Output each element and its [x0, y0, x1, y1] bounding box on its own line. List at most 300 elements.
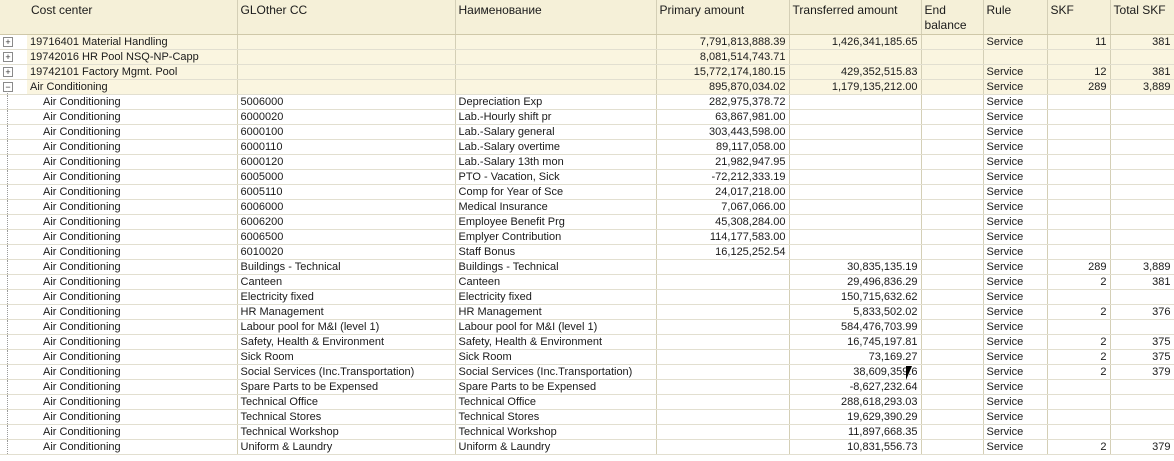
cost-center-cell: 19742016 HR Pool NSQ-NP-Capp: [27, 50, 237, 65]
table-row[interactable]: [0, 410, 1174, 425]
total-skf-cell: 376: [1110, 305, 1174, 320]
tree-indent-cell: [0, 395, 27, 410]
skf-cell: [1047, 425, 1110, 440]
tree-line: [7, 155, 8, 169]
table-row[interactable]: [0, 335, 1174, 350]
rule-cell: Service: [983, 215, 1047, 230]
tree-line: [7, 350, 8, 364]
tree-line: [7, 275, 8, 289]
gl-other-cc-cell: 6000110: [237, 140, 455, 155]
tree-line: [7, 215, 8, 229]
gl-other-cc-cell: [237, 80, 455, 95]
column-header-rule[interactable]: Rule: [983, 0, 1047, 35]
primary-amount-cell: [656, 395, 789, 410]
table-row[interactable]: [0, 305, 1174, 320]
table-row[interactable]: [0, 230, 1174, 245]
tree-indent-cell: [0, 185, 27, 200]
end-balance-cell: [921, 95, 983, 110]
tree-line: [7, 110, 8, 124]
end-balance-cell: [921, 305, 983, 320]
end-balance-cell: [921, 215, 983, 230]
name-cell: [455, 50, 656, 65]
transferred-amount-cell: 288,618,293.03: [789, 395, 921, 410]
total-skf-cell: [1110, 245, 1174, 260]
skf-cell: [1047, 95, 1110, 110]
skf-cell: [1047, 125, 1110, 140]
transferred-amount-cell: [789, 245, 921, 260]
transferred-amount-cell: [789, 110, 921, 125]
cost-center-cell: Air Conditioning: [27, 320, 237, 335]
expander-cell[interactable]: [0, 50, 27, 65]
table-row[interactable]: [0, 395, 1174, 410]
tree-line: [7, 260, 8, 274]
total-skf-cell: [1110, 170, 1174, 185]
rule-cell: Service: [983, 245, 1047, 260]
column-header-gl-other-cc[interactable]: GLOther CC: [237, 0, 455, 35]
rule-cell: Service: [983, 110, 1047, 125]
primary-amount-cell: [656, 335, 789, 350]
rule-cell: Service: [983, 425, 1047, 440]
gl-other-cc-cell: 6006200: [237, 215, 455, 230]
cost-center-cell: Air Conditioning: [27, 365, 237, 380]
expander-cell[interactable]: [0, 35, 27, 50]
tree-indent-cell: [0, 365, 27, 380]
skf-cell: 2: [1047, 440, 1110, 455]
gl-other-cc-cell: Uniform & Laundry: [237, 440, 455, 455]
gl-other-cc-cell: 6006000: [237, 200, 455, 215]
rule-cell: Service: [983, 335, 1047, 350]
total-skf-cell: [1110, 230, 1174, 245]
total-skf-cell: [1110, 380, 1174, 395]
tree-line: [7, 365, 8, 379]
tree-line: [7, 380, 8, 394]
table-row[interactable]: [0, 185, 1174, 200]
gl-other-cc-cell: [237, 35, 455, 50]
tree-line: [7, 335, 8, 349]
end-balance-cell: [921, 395, 983, 410]
transferred-amount-cell: [789, 185, 921, 200]
total-skf-cell: [1110, 215, 1174, 230]
gl-other-cc-cell: Safety, Health & Environment: [237, 335, 455, 350]
tree-indent-cell: [0, 305, 27, 320]
skf-cell: 2: [1047, 350, 1110, 365]
group-row[interactable]: [0, 65, 1174, 80]
name-cell: Emplyer Contribution: [455, 230, 656, 245]
gl-other-cc-cell: Technical Stores: [237, 410, 455, 425]
rule-cell: Service: [983, 35, 1047, 50]
rule-cell: [983, 50, 1047, 65]
primary-amount-cell: [656, 305, 789, 320]
cost-center-cell: Air Conditioning: [27, 170, 237, 185]
table-row[interactable]: [0, 170, 1174, 185]
transferred-amount-cell: [789, 140, 921, 155]
column-header-cost-center[interactable]: [0, 0, 237, 35]
transferred-amount-cell: 29,496,836.29: [789, 275, 921, 290]
table-row[interactable]: [0, 275, 1174, 290]
rule-cell: Service: [983, 320, 1047, 335]
table-row[interactable]: [0, 155, 1174, 170]
table-row[interactable]: [0, 365, 1174, 380]
name-cell: Technical Office: [455, 395, 656, 410]
end-balance-cell: [921, 35, 983, 50]
cost-center-cell: Air Conditioning: [27, 110, 237, 125]
primary-amount-cell: [656, 320, 789, 335]
end-balance-cell: [921, 440, 983, 455]
gl-other-cc-cell: 6010020: [237, 245, 455, 260]
transferred-amount-cell: 16,745,197.81: [789, 335, 921, 350]
transferred-amount-cell: 30,835,135.19: [789, 260, 921, 275]
tree-indent-cell: [0, 200, 27, 215]
table-row[interactable]: [0, 320, 1174, 335]
primary-amount-cell: 16,125,252.54: [656, 245, 789, 260]
primary-amount-cell: [656, 275, 789, 290]
skf-cell: [1047, 380, 1110, 395]
cost-center-cell: Air Conditioning: [27, 200, 237, 215]
tree-indent-cell: [0, 260, 27, 275]
primary-amount-cell: 63,867,981.00: [656, 110, 789, 125]
table-row[interactable]: [0, 215, 1174, 230]
transferred-amount-cell: [789, 155, 921, 170]
cost-center-cell: Air Conditioning: [27, 410, 237, 425]
gl-other-cc-cell: 6000120: [237, 155, 455, 170]
tree-line: [7, 170, 8, 184]
cost-center-cell: Air Conditioning: [27, 395, 237, 410]
cost-center-cell: Air Conditioning: [27, 380, 237, 395]
total-skf-cell: [1110, 140, 1174, 155]
gl-other-cc-cell: Electricity fixed: [237, 290, 455, 305]
table-row[interactable]: [0, 95, 1174, 110]
column-header-name[interactable]: Наименование: [455, 0, 656, 35]
name-cell: HR Management: [455, 305, 656, 320]
skf-cell: [1047, 50, 1110, 65]
tree-line: [7, 245, 8, 259]
tree-indent-cell: [0, 245, 27, 260]
name-cell: Canteen: [455, 275, 656, 290]
tree-line: [7, 290, 8, 304]
table-row[interactable]: [0, 110, 1174, 125]
tree-line: [7, 230, 8, 244]
tree-indent-cell: [0, 155, 27, 170]
gl-other-cc-cell: Technical Office: [237, 395, 455, 410]
name-cell: Social Services (Inc.Transportation): [455, 365, 656, 380]
transferred-amount-cell: 10,831,556.73: [789, 440, 921, 455]
skf-cell: [1047, 395, 1110, 410]
name-cell: [455, 65, 656, 80]
rule-cell: Service: [983, 230, 1047, 245]
skf-cell: 2: [1047, 335, 1110, 350]
transferred-amount-cell: 429,352,515.83: [789, 65, 921, 80]
primary-amount-cell: 15,772,174,180.15: [656, 65, 789, 80]
table-row[interactable]: [0, 125, 1174, 140]
skf-cell: [1047, 290, 1110, 305]
transferred-amount-cell: 1,179,135,212.00: [789, 80, 921, 95]
rule-cell: Service: [983, 80, 1047, 95]
cost-center-cell: Air Conditioning: [27, 185, 237, 200]
name-cell: Comp for Year of Sce: [455, 185, 656, 200]
gl-other-cc-cell: 6005000: [237, 170, 455, 185]
end-balance-cell: [921, 365, 983, 380]
skf-cell: [1047, 170, 1110, 185]
primary-amount-cell: 45,308,284.00: [656, 215, 789, 230]
primary-amount-cell: [656, 365, 789, 380]
primary-amount-cell: 303,443,598.00: [656, 125, 789, 140]
transferred-amount-cell: 38,609,359.6: [789, 365, 921, 380]
primary-amount-cell: 114,177,583.00: [656, 230, 789, 245]
transferred-amount-cell: [789, 125, 921, 140]
name-cell: Staff Bonus: [455, 245, 656, 260]
tree-indent-cell: [0, 140, 27, 155]
table-row[interactable]: [0, 260, 1174, 275]
end-balance-cell: [921, 140, 983, 155]
cost-center-cell: Air Conditioning: [27, 440, 237, 455]
end-balance-cell: [921, 335, 983, 350]
table-row[interactable]: [0, 440, 1174, 455]
expand-icon[interactable]: +: [3, 67, 13, 77]
tree-indent-cell: [0, 320, 27, 335]
end-balance-cell: [921, 155, 983, 170]
primary-amount-cell: [656, 440, 789, 455]
expand-icon[interactable]: +: [3, 52, 13, 62]
cost-center-cell: Air Conditioning: [27, 155, 237, 170]
column-header-end-balance[interactable]: End balance: [921, 0, 983, 35]
total-skf-cell: 381: [1110, 35, 1174, 50]
table-row[interactable]: [0, 380, 1174, 395]
gl-other-cc-cell: Canteen: [237, 275, 455, 290]
name-cell: Sick Room: [455, 350, 656, 365]
name-cell: Lab.-Salary 13th mon: [455, 155, 656, 170]
rule-cell: Service: [983, 350, 1047, 365]
tree-line: [7, 125, 8, 139]
cost-center-cell: Air Conditioning: [27, 230, 237, 245]
transferred-amount-cell: 11,897,668.35: [789, 425, 921, 440]
group-row[interactable]: [0, 35, 1174, 50]
skf-cell: 2: [1047, 275, 1110, 290]
primary-amount-cell: 282,975,378.72: [656, 95, 789, 110]
tree-indent-cell: [0, 215, 27, 230]
cost-center-cell: Air Conditioning: [27, 305, 237, 320]
table-row[interactable]: [0, 350, 1174, 365]
total-skf-cell: 379: [1110, 440, 1174, 455]
transferred-amount-cell: [789, 170, 921, 185]
total-skf-cell: [1110, 185, 1174, 200]
tree-indent-cell: [0, 410, 27, 425]
column-header-primary-amount[interactable]: Primary amount: [656, 0, 789, 35]
expander-cell[interactable]: [0, 65, 27, 80]
skf-cell: [1047, 155, 1110, 170]
tree-line: [7, 425, 8, 439]
name-cell: Lab.-Hourly shift pr: [455, 110, 656, 125]
rule-cell: Service: [983, 410, 1047, 425]
tree-line: [7, 440, 8, 454]
tree-indent-cell: [0, 290, 27, 305]
name-cell: Buildings - Technical: [455, 260, 656, 275]
group-row[interactable]: [0, 80, 1174, 95]
end-balance-cell: [921, 125, 983, 140]
table-row[interactable]: [0, 290, 1174, 305]
tree-indent-cell: [0, 125, 27, 140]
rule-cell: Service: [983, 170, 1047, 185]
total-skf-cell: 375: [1110, 335, 1174, 350]
end-balance-cell: [921, 200, 983, 215]
name-cell: Technical Workshop: [455, 425, 656, 440]
tree-indent-cell: [0, 230, 27, 245]
primary-amount-cell: [656, 380, 789, 395]
skf-cell: [1047, 215, 1110, 230]
skf-cell: 2: [1047, 305, 1110, 320]
tree-indent-cell: [0, 425, 27, 440]
name-cell: Technical Stores: [455, 410, 656, 425]
cost-center-cell: Air Conditioning: [27, 245, 237, 260]
rule-cell: Service: [983, 95, 1047, 110]
primary-amount-cell: 89,117,058.00: [656, 140, 789, 155]
tree-line: [7, 320, 8, 334]
total-skf-cell: [1110, 410, 1174, 425]
total-skf-cell: [1110, 50, 1174, 65]
primary-amount-cell: [656, 410, 789, 425]
end-balance-cell: [921, 245, 983, 260]
expand-icon[interactable]: +: [3, 37, 13, 47]
transferred-amount-cell: 73,169.27: [789, 350, 921, 365]
name-cell: [455, 35, 656, 50]
skf-cell: [1047, 245, 1110, 260]
column-label: Cost center: [31, 3, 93, 17]
rule-cell: Service: [983, 290, 1047, 305]
skf-cell: [1047, 410, 1110, 425]
table-row[interactable]: [0, 245, 1174, 260]
rule-cell: Service: [983, 440, 1047, 455]
table-header: [0, 0, 1174, 35]
name-cell: Lab.-Salary overtime: [455, 140, 656, 155]
transferred-amount-cell: 5,833,502.02: [789, 305, 921, 320]
skf-cell: [1047, 185, 1110, 200]
total-skf-cell: [1110, 425, 1174, 440]
total-skf-cell: [1110, 320, 1174, 335]
total-skf-cell: 379: [1110, 365, 1174, 380]
collapse-icon[interactable]: −: [3, 82, 13, 92]
skf-cell: [1047, 110, 1110, 125]
column-header-transferred-amount[interactable]: Transferred amount: [789, 0, 921, 35]
tree-indent-cell: [0, 380, 27, 395]
end-balance-cell: [921, 230, 983, 245]
rule-cell: Service: [983, 185, 1047, 200]
primary-amount-cell: 895,870,034.02: [656, 80, 789, 95]
end-balance-cell: [921, 275, 983, 290]
name-cell: Employee Benefit Prg: [455, 215, 656, 230]
rule-cell: Service: [983, 155, 1047, 170]
cost-center-cell: Air Conditioning: [27, 260, 237, 275]
name-cell: Electricity fixed: [455, 290, 656, 305]
transferred-amount-cell: -8,627,232.64: [789, 380, 921, 395]
gl-other-cc-cell: 5006000: [237, 95, 455, 110]
skf-cell: [1047, 200, 1110, 215]
primary-amount-cell: [656, 425, 789, 440]
name-cell: PTO - Vacation, Sick: [455, 170, 656, 185]
tree-indent-cell: [0, 335, 27, 350]
total-skf-cell: [1110, 155, 1174, 170]
table-row[interactable]: [0, 200, 1174, 215]
gl-other-cc-cell: 6000020: [237, 110, 455, 125]
cost-center-cell: Air Conditioning: [27, 275, 237, 290]
skf-cell: 12: [1047, 65, 1110, 80]
rule-cell: Service: [983, 125, 1047, 140]
end-balance-cell: [921, 350, 983, 365]
end-balance-cell: [921, 170, 983, 185]
gl-other-cc-cell: Labour pool for M&I (level 1): [237, 320, 455, 335]
rule-cell: Service: [983, 395, 1047, 410]
end-balance-cell: [921, 185, 983, 200]
cost-center-cell: Air Conditioning: [27, 125, 237, 140]
gl-other-cc-cell: Sick Room: [237, 350, 455, 365]
transferred-amount-cell: [789, 230, 921, 245]
primary-amount-cell: 8,081,514,743.71: [656, 50, 789, 65]
expander-cell[interactable]: [0, 80, 27, 95]
table-body: [0, 35, 1174, 455]
tree-indent-cell: [0, 275, 27, 290]
gl-other-cc-cell: Social Services (Inc.Transportation): [237, 365, 455, 380]
total-skf-cell: [1110, 395, 1174, 410]
total-skf-cell: [1110, 200, 1174, 215]
total-skf-cell: [1110, 95, 1174, 110]
total-skf-cell: 381: [1110, 275, 1174, 290]
transferred-amount-cell: [789, 200, 921, 215]
table-row[interactable]: [0, 140, 1174, 155]
end-balance-cell: [921, 110, 983, 125]
skf-cell: [1047, 230, 1110, 245]
rule-cell: Service: [983, 140, 1047, 155]
column-header-skf[interactable]: SKF: [1047, 0, 1110, 35]
tree-line: [7, 410, 8, 424]
end-balance-cell: [921, 380, 983, 395]
total-skf-cell: 3,889: [1110, 80, 1174, 95]
name-cell: Spare Parts to be Expensed: [455, 380, 656, 395]
total-skf-cell: [1110, 110, 1174, 125]
skf-cell: 289: [1047, 80, 1110, 95]
gl-other-cc-cell: [237, 65, 455, 80]
skf-cell: 289: [1047, 260, 1110, 275]
rule-cell: Service: [983, 65, 1047, 80]
rule-cell: Service: [983, 200, 1047, 215]
end-balance-cell: [921, 290, 983, 305]
end-balance-cell: [921, 320, 983, 335]
name-cell: Uniform & Laundry: [455, 440, 656, 455]
total-skf-cell: [1110, 290, 1174, 305]
rule-cell: Service: [983, 365, 1047, 380]
group-row[interactable]: [0, 50, 1174, 65]
total-skf-cell: [1110, 125, 1174, 140]
end-balance-cell: [921, 425, 983, 440]
cost-center-cell: 19742101 Factory Mgmt. Pool: [27, 65, 237, 80]
skf-cell: 11: [1047, 35, 1110, 50]
tree-indent-cell: [0, 170, 27, 185]
name-cell: [455, 80, 656, 95]
primary-amount-cell: [656, 290, 789, 305]
cost-center-cell: Air Conditioning: [27, 95, 237, 110]
name-cell: Safety, Health & Environment: [455, 335, 656, 350]
name-cell: Lab.-Salary general: [455, 125, 656, 140]
primary-amount-cell: -72,212,333.19: [656, 170, 789, 185]
end-balance-cell: [921, 410, 983, 425]
gl-other-cc-cell: [237, 50, 455, 65]
cost-center-cell: 19716401 Material Handling: [27, 35, 237, 50]
rule-cell: Service: [983, 260, 1047, 275]
tree-line: [7, 95, 8, 109]
tree-indent-cell: [0, 350, 27, 365]
column-header-total-skf[interactable]: Total SKF: [1110, 0, 1174, 35]
transferred-amount-cell: [789, 50, 921, 65]
table-row[interactable]: [0, 425, 1174, 440]
gl-other-cc-cell: Spare Parts to be Expensed: [237, 380, 455, 395]
primary-amount-cell: 24,017,218.00: [656, 185, 789, 200]
